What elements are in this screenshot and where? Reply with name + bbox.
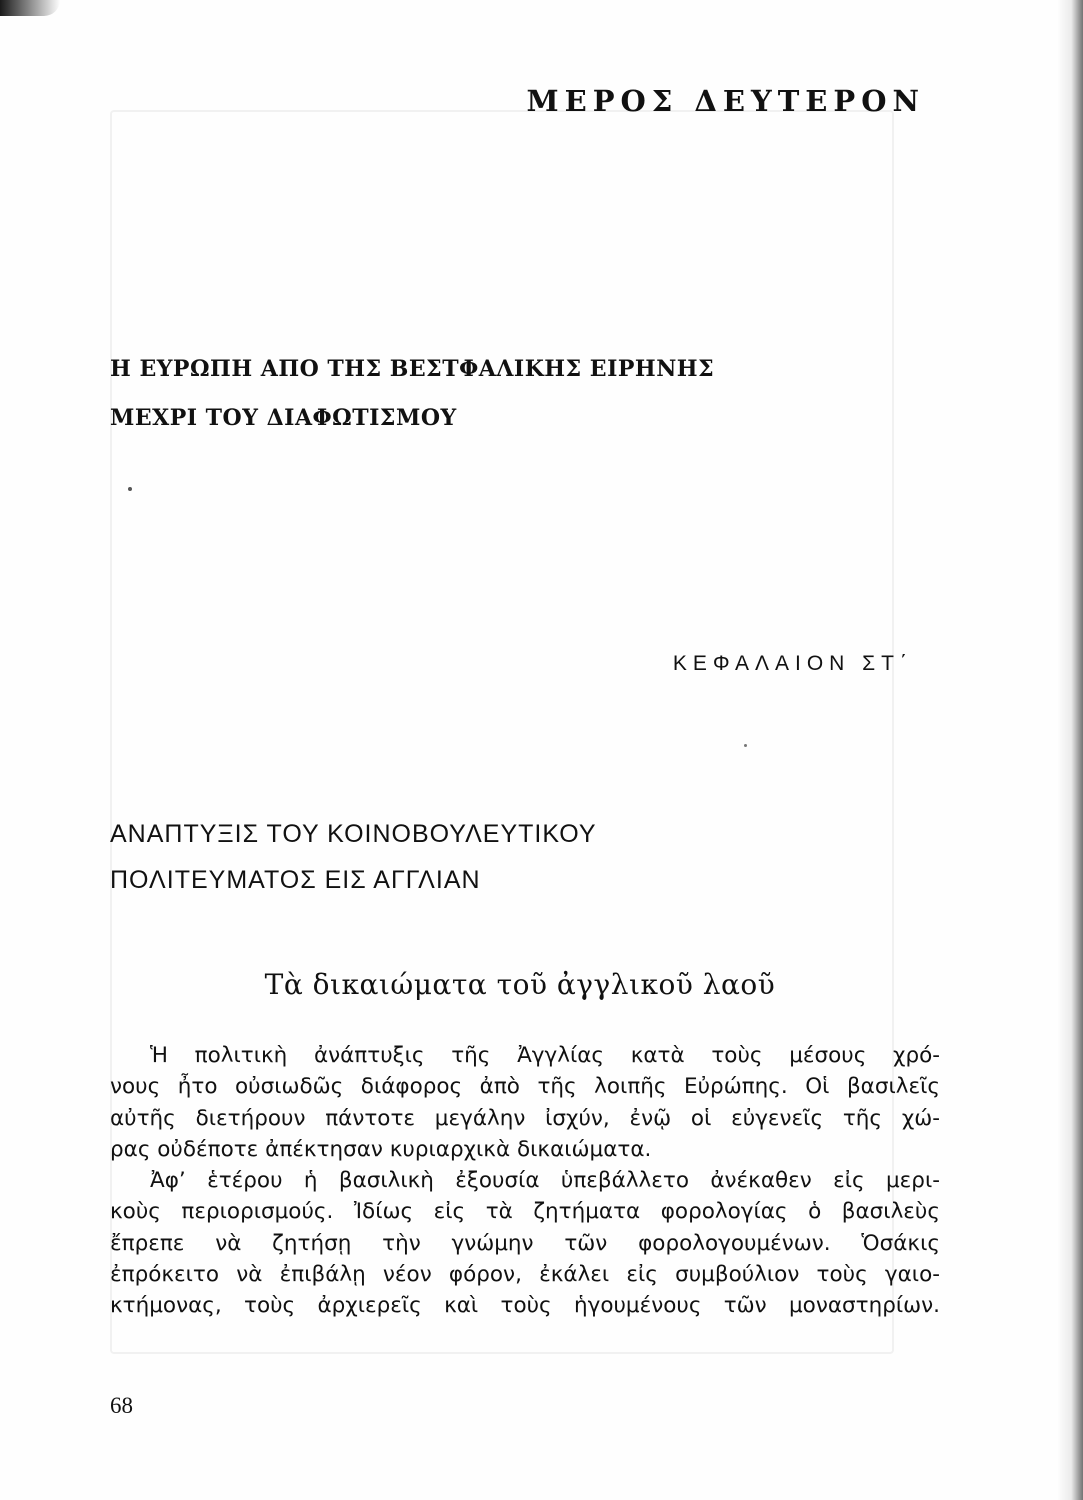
chapter-title-line-2: ΠΟΛΙΤΕΥΜΑΤΟΣ ΕΙΣ ΑΓΓΛΙΑΝ [110, 866, 481, 894]
body-line: κοὺς περιορισμούς. Ἰδίως εἰς τὰ ζητήματα φορολογίας ὁ βασιλεὺς [110, 1199, 940, 1225]
scan-corner-shadow [0, 0, 60, 16]
page-number: 68 [110, 1393, 133, 1418]
stray-mark [744, 744, 747, 747]
stray-mark [128, 487, 132, 491]
body-line: Ἀφ’ ἑτέρου ἡ βασιλικὴ ἐξουσία ὑπεβάλλετο ἀνέκαθεν εἰς μερι- [150, 1168, 940, 1194]
page-gutter-shadow [1057, 0, 1083, 1500]
chapter-label: ΚΕΦΑΛΑΙΟΝ ΣΤ΄ [672, 652, 913, 675]
section-title-line-1: Η ΕΥΡΩΠΗ ΑΠΟ ΤΗΣ ΒΕΣΤΦΑΛΙΚΗΣ ΕΙΡΗΝΗΣ [110, 356, 715, 382]
body-line: αὐτῆς διετήρουν πάντοτε μεγάλην ἰσχύν, ἐνῷ οἱ εὐγενεῖς τῆς χώ- [110, 1105, 940, 1131]
body-line: νους ἦτο οὐσιωδῶς διάφορος ἀπὸ τῆς λοιπῆς Εὐρώπης. Οἱ βασιλεῖς [110, 1074, 940, 1100]
section-title-line-2: ΜΕΧΡΙ ΤΟΥ ΔΙΑΦΩΤΙΣΜΟΥ [110, 405, 457, 431]
body-line: κτήμονας, τοὺς ἀρχιερεῖς καὶ τοὺς ἡγουμένους τῶν μοναστηρίων. [110, 1293, 940, 1319]
chapter-title-line-1: ΑΝΑΠΤΥΞΙΣ ΤΟΥ ΚΟΙΝΟΒΟΥΛΕΥΤΙΚΟΥ [110, 820, 597, 848]
subheading: Τὰ δικαιώματα τοῦ ἀγγλικοῦ λαοῦ [264, 968, 776, 1001]
body-line: ρας οὐδέποτε ἀπέκτησαν κυριαρχικὰ δικαιώματα. [110, 1136, 652, 1162]
body-line: ἔπρεπε νὰ ζητήσῃ τὴν γνώμην τῶν φορολογουμένων. Ὁσάκις [110, 1230, 940, 1256]
body-text [110, 1040, 940, 1322]
part-title: ΜΕΡΟΣ ΔΕΥΤΕΡΟΝ [526, 84, 925, 118]
body-line: ἐπρόκειτο νὰ ἐπιβάλῃ νέον φόρον, ἐκάλει εἰς συμβούλιον τοὺς γαιο- [110, 1262, 940, 1288]
body-line: Ἡ πολιτικὴ ἀνάπτυξις τῆς Ἀγγλίας κατὰ τοὺς μέσους χρό- [150, 1043, 940, 1068]
